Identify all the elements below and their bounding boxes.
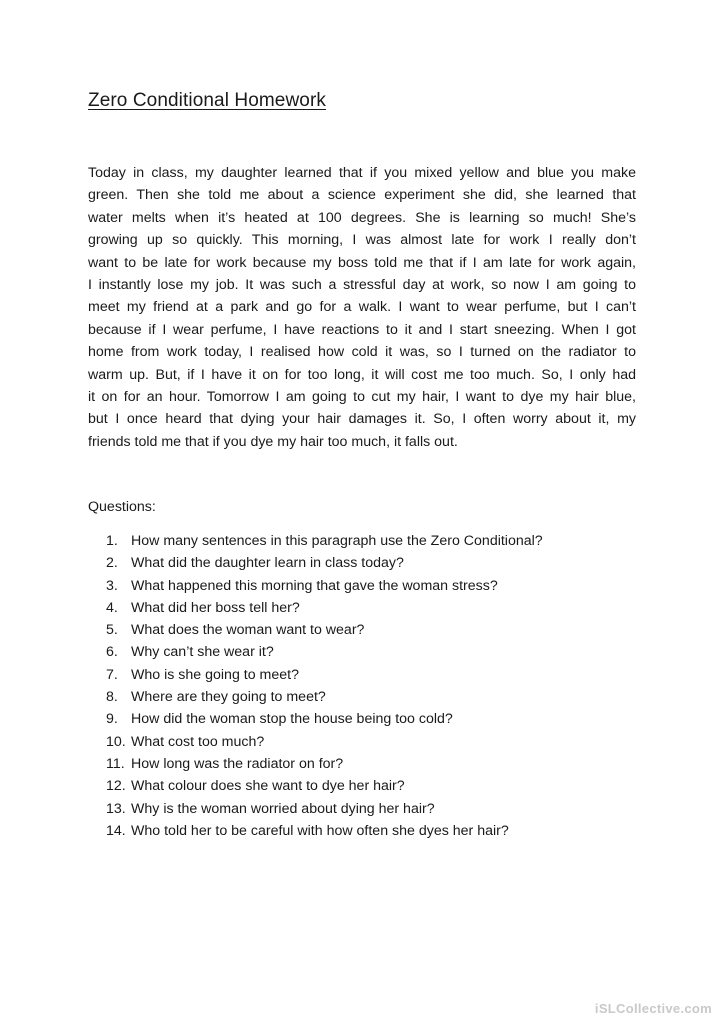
question-text: Who told her to be careful with how often she dyes her hair? <box>131 822 509 839</box>
questions-heading: Questions: <box>88 499 156 515</box>
question-number: 11. <box>106 755 125 772</box>
paragraph-line: Today in class, my daughter learned that if you mixed yellow and blue you make <box>88 165 636 181</box>
paragraph-line: home from work today, I realised how cold it was, so I turned on the radiator to <box>88 344 636 361</box>
paragraph-line: meet my friend at a park and go for a walk. I want to wear perfume, but I can’t <box>88 299 636 316</box>
question-number: 5. <box>106 622 118 639</box>
question-item <box>106 753 543 775</box>
question-item <box>106 820 543 842</box>
question-text: What did the daughter learn in class today? <box>131 555 404 572</box>
question-item <box>106 619 543 641</box>
question-item <box>106 641 543 663</box>
question-text: How many sentences in this paragraph use the Zero Conditional? <box>131 533 543 549</box>
question-number: 14. <box>106 822 126 839</box>
question-number: 9. <box>106 711 118 728</box>
paragraph-line: warm up. But, if I have it on for too long, it will cost me too much. So, I only had <box>88 366 636 383</box>
question-number: 4. <box>106 599 118 616</box>
question-number: 8. <box>106 689 118 706</box>
question-text: How long was the radiator on for? <box>131 755 344 772</box>
question-text: What cost too much? <box>131 733 265 750</box>
story-paragraph <box>88 162 636 453</box>
paragraph-line: growing up so quickly. This morning, I was almost late for work I really don’t <box>88 232 636 249</box>
question-number: 6. <box>106 644 118 661</box>
question-text: Why can’t she wear it? <box>131 644 274 661</box>
question-item <box>106 798 543 820</box>
question-text: What happened this morning that gave the woman stress? <box>131 577 498 594</box>
question-item <box>106 708 543 730</box>
question-number: 13. <box>106 800 126 817</box>
question-text: How did the woman stop the house being too cold? <box>131 711 453 728</box>
question-item <box>106 731 543 753</box>
question-item <box>106 552 543 574</box>
question-text: Why is the woman worried about dying her hair? <box>131 800 435 817</box>
questions-list <box>106 530 543 842</box>
question-item <box>106 597 543 619</box>
question-number: 3. <box>106 577 118 594</box>
paragraph-line: it on for an hour. Tomorrow I am going to cut my hair, I want to dye my hair blue, <box>88 389 636 406</box>
question-number: 7. <box>106 666 118 683</box>
paragraph-line: but I once heard that dying your hair damages it. So, I often worry about it, my <box>88 411 636 428</box>
paragraph-line: want to be late for work because my boss told me that if I am late for work again, <box>88 254 636 271</box>
question-item <box>106 686 543 708</box>
paragraph-line: friends told me that if you dye my hair too much, it falls out. <box>88 433 458 450</box>
paragraph-line: because if I wear perfume, I have reactions to it and I start sneezing. When I got <box>88 321 636 338</box>
question-number: 1. <box>106 533 118 549</box>
question-text: Who is she going to meet? <box>131 666 299 683</box>
question-text: What colour does she want to dye her hair? <box>131 778 405 795</box>
question-text: What did her boss tell her? <box>131 599 300 616</box>
question-item <box>106 664 543 686</box>
question-text: Where are they going to meet? <box>131 689 326 706</box>
question-item <box>106 530 543 552</box>
question-number: 10. <box>106 733 126 750</box>
question-item <box>106 575 543 597</box>
question-text: What does the woman want to wear? <box>131 622 365 639</box>
paragraph-line: green. Then she told me about a science experiment she did, she learned that <box>88 187 636 204</box>
worksheet-title: Zero Conditional Homework <box>88 90 326 111</box>
paragraph-line: I instantly lose my job. It was such a stressful day at work, so now I am going to <box>88 277 636 294</box>
question-number: 12. <box>106 778 126 795</box>
watermark: iSLCollective.com <box>594 1001 712 1016</box>
paragraph-line: water melts when it’s heated at 100 degrees. She is learning so much! She’s <box>88 209 636 226</box>
question-item <box>106 775 543 797</box>
question-number: 2. <box>106 555 118 572</box>
